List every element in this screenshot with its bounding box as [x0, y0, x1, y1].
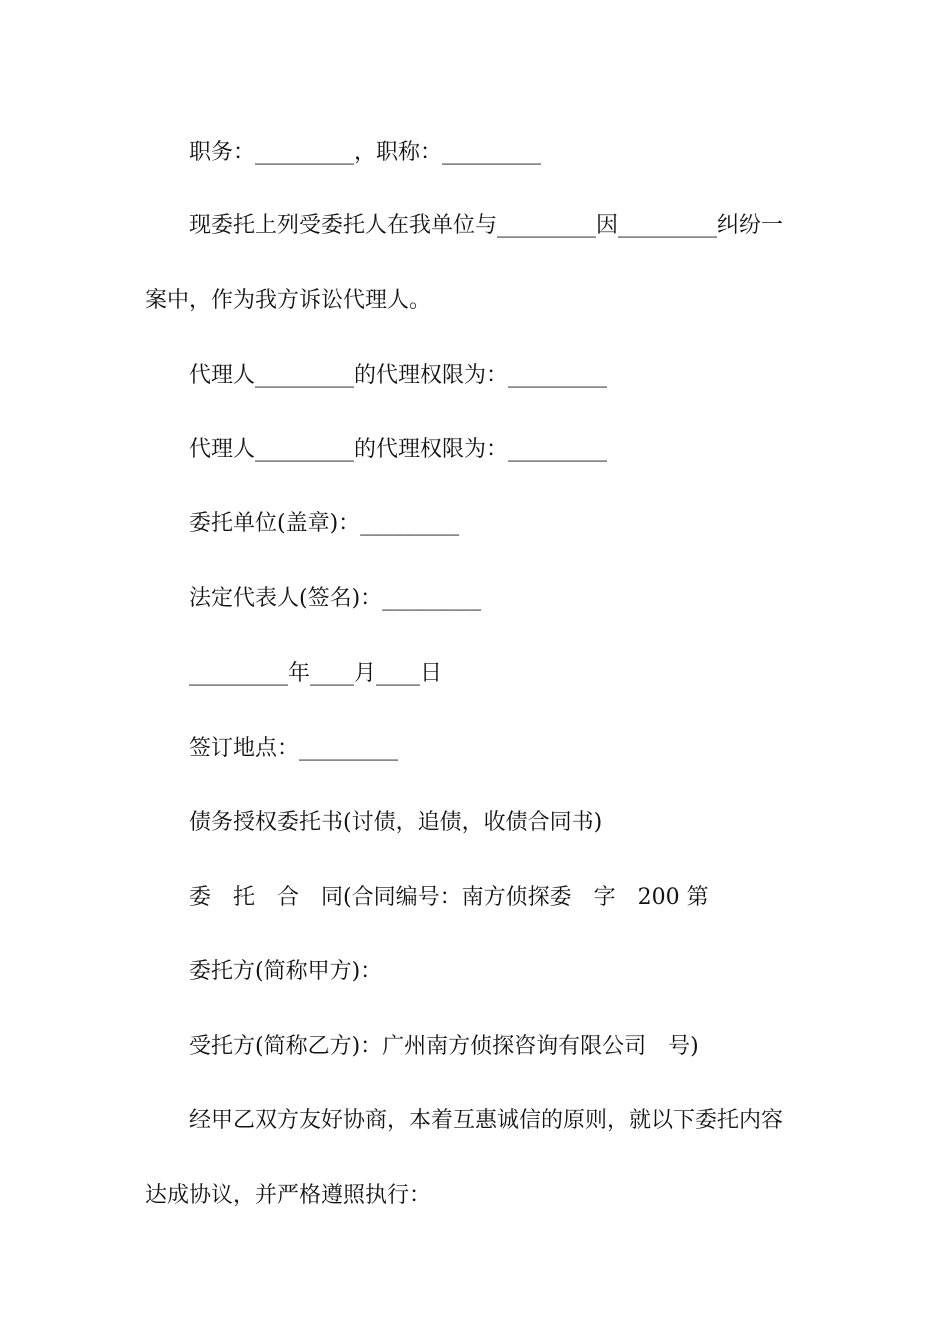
agent-authority-line-1: 代理人_________的代理权限为：_________: [189, 363, 608, 388]
agreement-intro-line: 经甲乙双方友好协商，本着互惠诚信的原则，就以下委托内容: [189, 1108, 784, 1133]
contract-heading-line: 委 托 合 同(合同编号：南方侦探委 字 200 第: [189, 885, 709, 910]
trustee-party-line: 受托方(简称乙方)：广州南方侦探咨询有限公司 号): [189, 1034, 699, 1059]
entrusting-unit-seal-line: 委托单位(盖章)：_________: [189, 511, 460, 536]
agent-authority-line-2: 代理人_________的代理权限为：_________: [189, 437, 608, 462]
legal-representative-signature-line: 法定代表人(签名)：_________: [189, 586, 482, 611]
client-party-line: 委托方(简称甲方)：: [189, 959, 383, 984]
position-title-line: 职务：_________，职称：_________: [189, 140, 542, 165]
debt-authorization-title: 债务授权委托书(讨债，追债，收债合同书): [189, 810, 603, 835]
signing-place-line: 签订地点：_________: [189, 736, 399, 761]
agreement-intro-line-continued: 达成协议，并严格遵照执行：: [145, 1183, 432, 1208]
entrust-case-line-continued: 案中，作为我方诉讼代理人。: [145, 288, 432, 313]
date-line: _________年____月____日: [189, 661, 443, 686]
entrust-case-line: 现委托上列受委托人在我单位与_________因_________纠纷一: [189, 213, 784, 238]
